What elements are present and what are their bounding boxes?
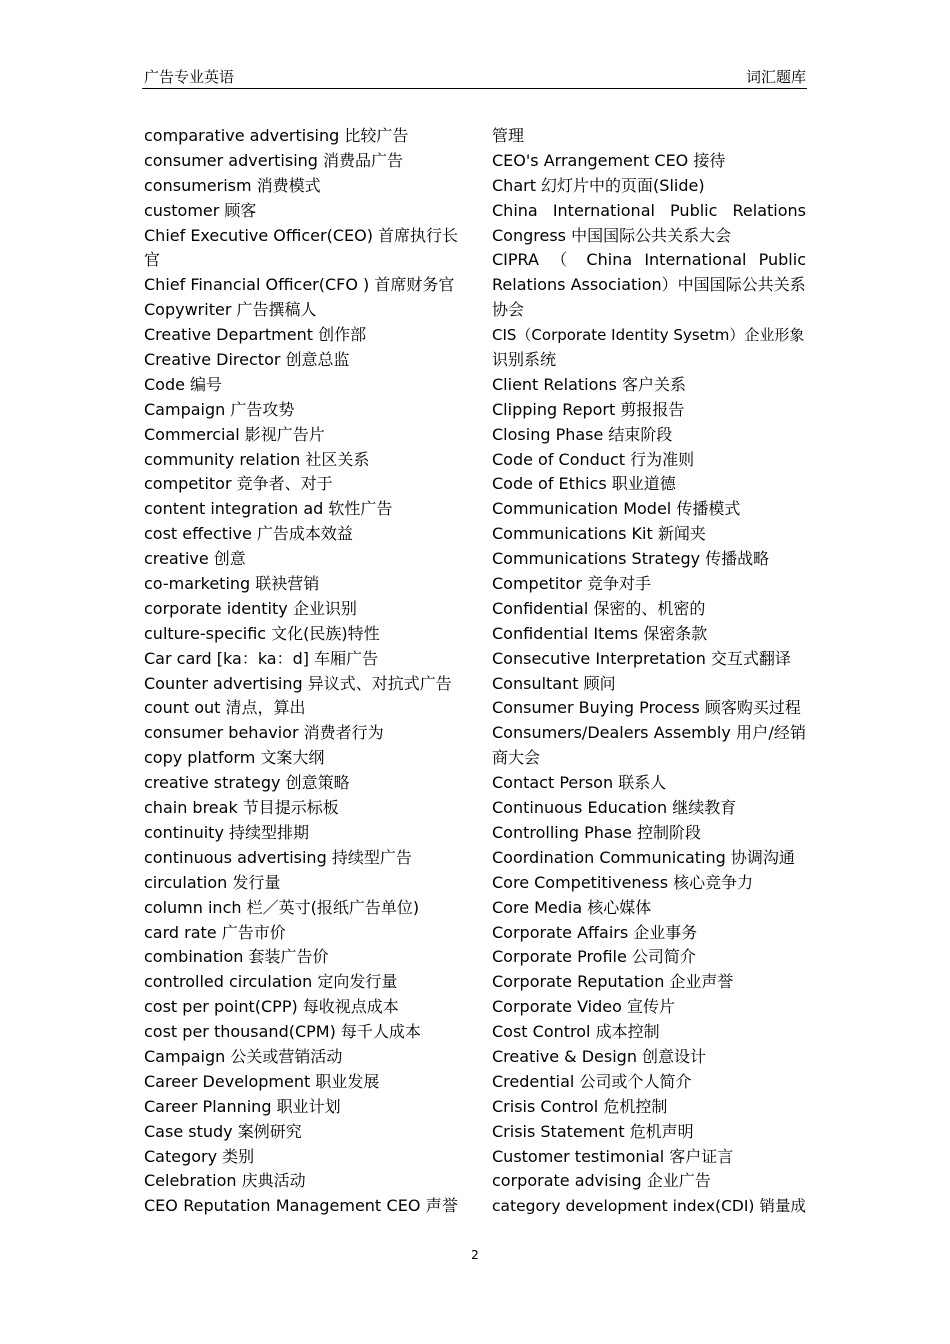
glossary-line: Counter advertising 异议式、对抗式广告: [144, 673, 452, 693]
glossary-line: Core Competitiveness 核心竞争力: [492, 872, 754, 892]
glossary-line: cost effective 广告成本效益: [144, 524, 353, 544]
glossary-line: chain break 节目提示标板: [144, 798, 339, 818]
glossary-line: Creative & Design 创意设计: [492, 1046, 707, 1066]
glossary-line: 协会: [492, 300, 525, 320]
left-column: [144, 124, 458, 1219]
glossary-line: CEO's Arrangement CEO 接待: [492, 150, 726, 170]
glossary-line: Closing Phase 结束阶段: [492, 424, 673, 444]
glossary-line: Chief Executive Officer(CEO) 首席执行长: [144, 225, 459, 245]
glossary-line: category development index(CDI) 销量成: [492, 1197, 806, 1216]
glossary-line: CIPRA （ China International Public: [492, 250, 806, 270]
glossary-line: Credential 公司或个人简介: [492, 1071, 692, 1091]
glossary-line: Car card [ka：ka：d] 车厢广告: [144, 648, 379, 668]
glossary-line: Congress 中国国际公共关系大会: [492, 225, 732, 245]
glossary-line: Core Media 核心媒体: [492, 897, 652, 917]
glossary-line: continuous advertising 持续型广告: [144, 847, 412, 867]
glossary-line: Campaign 广告攻势: [144, 399, 295, 419]
glossary-line: column inch 栏／英寸(报纸广告单位): [144, 897, 420, 917]
glossary-line: Clipping Report 剪报报告: [492, 399, 685, 419]
glossary-line: copy platform 文案大纲: [144, 748, 325, 768]
glossary-line: card rate 广告市价: [144, 922, 286, 942]
page-number: 2: [471, 1248, 479, 1262]
glossary-line: CEO Reputation Management CEO 声誉: [144, 1196, 458, 1216]
glossary-line: Campaign 公关或营销活动: [144, 1046, 343, 1066]
glossary-line: Code of Ethics 职业道德: [492, 474, 676, 494]
glossary-line: Communications Strategy 传播战略: [492, 549, 770, 569]
header-divider: [142, 88, 807, 89]
glossary-line: count out 清点，算出: [144, 698, 306, 718]
glossary-line: consumer behavior 消费者行为: [144, 723, 384, 743]
glossary-line: continuity 持续型排期: [144, 822, 310, 842]
glossary-line: Customer testimonial 客户证言: [492, 1146, 734, 1166]
glossary-line: Cost Control 成本控制: [492, 1022, 660, 1042]
right-column: [492, 124, 806, 1219]
glossary-line: community relation 社区关系: [144, 449, 370, 469]
glossary-line: Category 类别: [144, 1146, 255, 1166]
glossary-line: Crisis Control 危机控制: [492, 1096, 668, 1116]
glossary-line: Corporate Reputation 企业声誉: [492, 972, 734, 992]
header-title-right: 词汇题库: [745, 68, 806, 86]
glossary-line: co-marketing 联袂营销: [144, 574, 320, 594]
glossary-line: customer 顾客: [144, 200, 257, 220]
glossary-line: Contact Person 联系人: [492, 773, 667, 793]
glossary-line: Client Relations 客户关系: [492, 374, 686, 394]
glossary-line: consumerism 消费模式: [144, 175, 321, 195]
glossary-line: content integration ad 软性广告: [144, 499, 393, 519]
glossary-line: Communication Model 传播模式: [492, 499, 741, 519]
glossary-line: Corporate Video 宣传片: [492, 997, 675, 1017]
glossary-line: combination 套装广告价: [144, 947, 329, 967]
glossary-line: Controlling Phase 控制阶段: [492, 822, 701, 842]
glossary-line: 管理: [492, 126, 525, 145]
glossary-line: Chart 幻灯片中的页面(Slide): [492, 175, 705, 195]
glossary-line: Confidential 保密的、机密的: [492, 598, 706, 618]
glossary-line: Copywriter 广告撰稿人: [144, 300, 317, 320]
glossary-line: Consecutive Interpretation 交互式翻译: [492, 648, 791, 668]
glossary-line: Continuous Education 继续教育: [492, 798, 737, 818]
glossary-line: Coordination Communicating 协调沟通: [492, 847, 795, 867]
glossary-line: corporate advising 企业广告: [492, 1171, 711, 1191]
glossary-line: Crisis Statement 危机声明: [492, 1121, 694, 1141]
glossary-line: Confidential Items 保密条款: [492, 623, 708, 643]
glossary-line: Communications Kit 新闻夹: [492, 524, 706, 544]
glossary-line: corporate identity 企业识别: [144, 598, 357, 618]
glossary-line: Consumer Buying Process 顾客购买过程: [492, 698, 801, 718]
glossary-line: Career Development 职业发展: [144, 1071, 380, 1091]
glossary-line: Case study 案例研究: [144, 1121, 302, 1141]
glossary-line: Commercial 影视广告片: [144, 424, 325, 444]
glossary-line: Career Planning 职业计划: [144, 1096, 341, 1116]
glossary-line: 识别系统: [492, 350, 557, 370]
glossary-line: competitor 竞争者、对于: [144, 474, 333, 494]
glossary-line: culture-specific 文化(民族)特性: [144, 623, 380, 643]
glossary-line: Corporate Profile 公司简介: [492, 947, 696, 967]
glossary-line: CIS（Corporate Identity Sysetm）企业形象: [492, 326, 805, 345]
glossary-line: Corporate Affairs 企业事务: [492, 922, 698, 942]
glossary-line: consumer advertising 消费品广告: [144, 150, 404, 170]
header-title-left: 广告专业英语: [144, 68, 235, 86]
glossary-line: cost per thousand(CPM) 每千人成本: [144, 1022, 421, 1042]
glossary-line: 商大会: [492, 748, 541, 768]
glossary-line: cost per point(CPP) 每收视点成本: [144, 997, 399, 1017]
glossary-line: Celebration 庆典活动: [144, 1171, 306, 1191]
glossary-line: China International Public Relations: [492, 200, 806, 220]
glossary-line: Relations Association）中国国际公共关系: [492, 275, 806, 295]
glossary-line: Chief Financial Officer(CFO ) 首席财务官: [144, 275, 455, 295]
glossary-line: Code 编号: [144, 374, 223, 394]
glossary-line: Consumers/Dealers Assembly 用户/经销: [492, 723, 806, 743]
glossary-line: comparative advertising 比较广告: [144, 126, 409, 145]
glossary-line: circulation 发行量: [144, 872, 281, 892]
glossary-line: Creative Director 创意总监: [144, 350, 350, 370]
glossary-line: Consultant 顾问: [492, 673, 616, 693]
glossary-line: Competitor 竞争对手: [492, 574, 651, 594]
glossary-line: Creative Department 创作部: [144, 325, 367, 345]
glossary-line: controlled circulation 定向发行量: [144, 972, 398, 992]
glossary-line: 官: [144, 250, 161, 270]
glossary-line: creative 创意: [144, 549, 246, 569]
glossary-line: Code of Conduct 行为准则: [492, 449, 695, 469]
glossary-line: creative strategy 创意策略: [144, 773, 350, 793]
